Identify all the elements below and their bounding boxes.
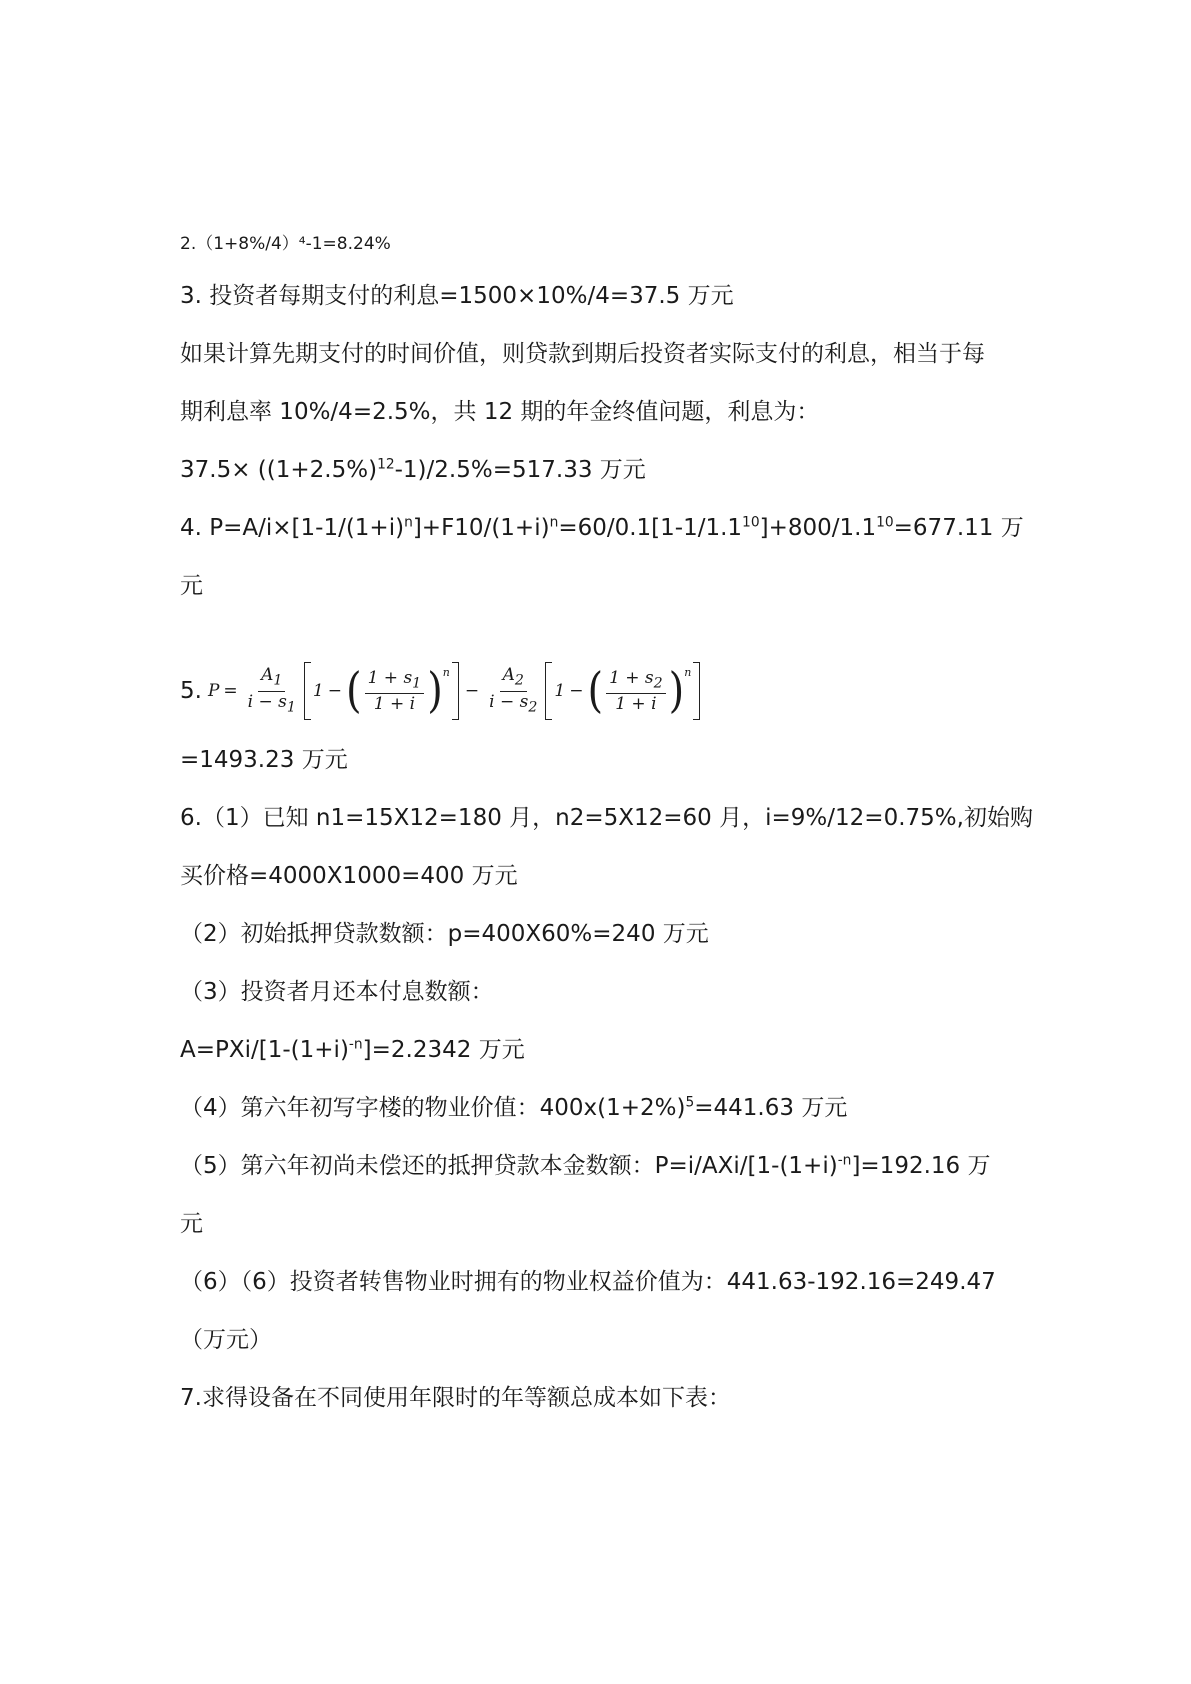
item-5-result: =1493.23 万元 bbox=[180, 747, 348, 773]
item-3-paragraph-line-2: 期利息率 10%/4=2.5%，共 12 期的年金终值问题，利息为： bbox=[180, 399, 820, 425]
fraction-inner-1: $\frac{1 + s_1}{1 + i}$ bbox=[365, 668, 425, 714]
left-bracket bbox=[304, 662, 311, 720]
item-6-step-3: （3）投资者月还本付息数额： bbox=[180, 979, 494, 1005]
item-6-step-4: （4）第六年初写字楼的物业价值：$400x(1+2\%)^5=441.63$ 万元 bbox=[180, 1094, 848, 1121]
item-3-paragraph-line-1: 如果计算先期支付的时间价值，则贷款到期后投资者实际支付的利息，相当于每 bbox=[180, 341, 985, 367]
item-6-line-2: 买价格=4000X1000=400 万元 bbox=[180, 863, 518, 889]
item-5-label: 5. bbox=[180, 678, 202, 704]
fraction-inner-2: $\frac{1 + s_2}{1 + i}$ bbox=[606, 668, 666, 714]
item-6-step-6-continuation: （万元） bbox=[180, 1327, 272, 1353]
item-7-line: 7.求得设备在不同使用年限时的年等额总成本如下表： bbox=[180, 1385, 731, 1411]
formula-image: P = $\frac{A_1}{i - s_1}$ 1 − ( $\frac{1 + s_1}{1 + i}$ ) n − $\frac{A_2}{i - s_2}$ 1 − ( $\frac{1 + s_2}{1 + i}$ ) n bbox=[208, 662, 702, 720]
left-bracket-2 bbox=[545, 662, 552, 720]
item-5-formula-block bbox=[180, 660, 702, 722]
fraction-a2: $\frac{A_2}{i - s_2}$ bbox=[489, 665, 538, 715]
item-6-step-5-continuation: 元 bbox=[180, 1211, 203, 1237]
item-2-line: 2.（1+8%/4）⁴-1=8.24% bbox=[180, 234, 391, 254]
item-6-step-2: （2）初始抵押贷款数额：p=400X60%=240 万元 bbox=[180, 921, 709, 947]
item-3-result-line: $37.5\times ((1+2.5\%)^{12}-1)/2.5\%=517.33$ 万元 bbox=[180, 456, 646, 483]
item-4-continuation: 元 bbox=[180, 573, 203, 599]
right-bracket bbox=[452, 662, 459, 720]
right-bracket-2 bbox=[693, 662, 700, 720]
item-6-line-1: 6.（1）已知 n1=15X12=180 月，n2=5X12=60 月，i=9%/12=0.75%,初始购 bbox=[180, 805, 1033, 831]
item-4-line: 4. $P=A/i\times[1-1/(1+i)^n]+F10/(1+i)^n=60/0.1[1-1/1.1^{10}]+800/1.1^{10}=677.11$ 万 bbox=[180, 514, 1024, 541]
item-6-step-3-formula: $A=PXi/[1-(1+i)^{-n}]=2.2342$ 万元 bbox=[180, 1036, 525, 1063]
item-6-step-5: （5）第六年初尚未偿还的抵押贷款本金数额：$P=i/AXi/[1-(1+i)^{-n}]=192.16$ 万 bbox=[180, 1152, 991, 1179]
fraction-a1: $\frac{A_1}{i - s_1}$ bbox=[247, 665, 296, 715]
item-3-line: 3. 投资者每期支付的利息=1500×10%/4=37.5 万元 bbox=[180, 283, 734, 309]
item-6-step-6: （6）（6）投资者转售物业时拥有的物业权益价值为：441.63-192.16=249.47 bbox=[180, 1269, 996, 1295]
